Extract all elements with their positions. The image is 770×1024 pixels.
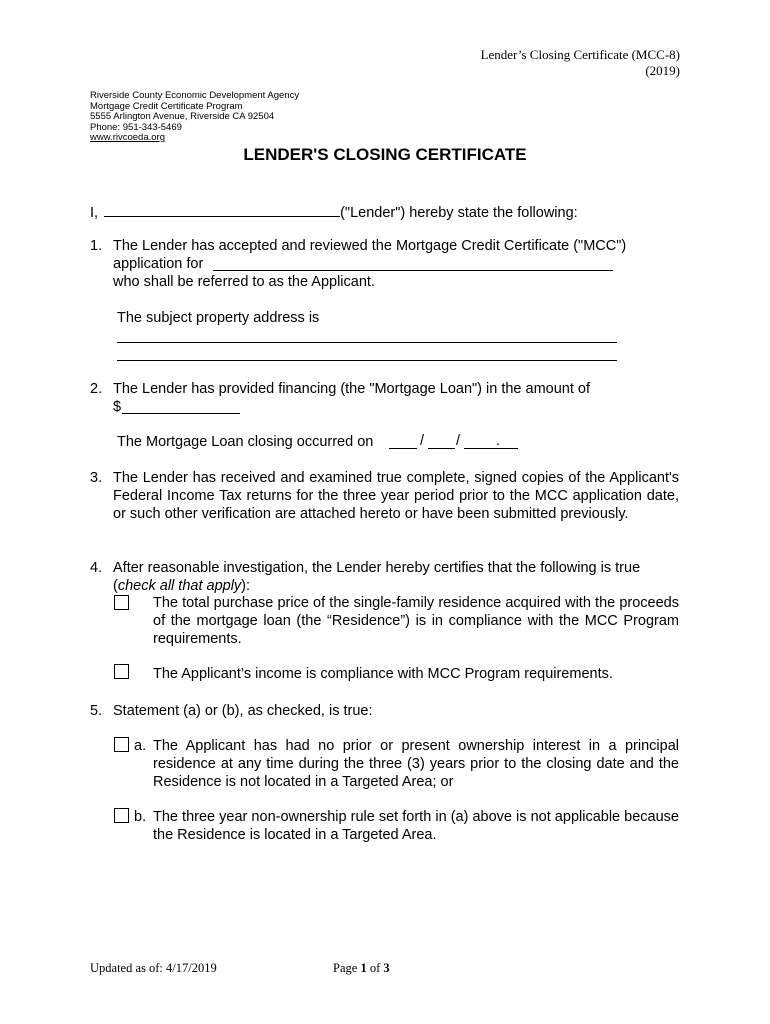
statement-a-label: a.: [134, 738, 147, 754]
statement-a-text: The Applicant has had no prior or present ownership interest in a principal residence at any time during the three (3) years prior to the closing date and the Residence is not located in a Targeted Area; or: [153, 738, 679, 790]
income-compliance-text: The Applicant’s income is compliance with MCC Program requirements.: [153, 666, 613, 682]
closing-date-month[interactable]: [389, 448, 417, 449]
agency-website-link[interactable]: www.rivcoeda.org: [90, 132, 165, 143]
item-2-line1: The Lender has provided financing (the "Mortgage Loan") in the amount of: [113, 381, 591, 397]
check-all-note: check all that apply: [117, 578, 242, 594]
updated-date: Updated as of: 4/17/2019: [90, 961, 217, 975]
form-year: (2019): [645, 63, 680, 78]
loan-amount-dollar: $: [113, 399, 122, 415]
agency-address: 5555 Arlington Avenue, Riverside CA 92504: [90, 111, 275, 122]
page-prefix: Page: [333, 961, 358, 975]
form-id: Lender’s Closing Certificate (MCC-8): [480, 47, 680, 62]
item-1-number: 1.: [90, 238, 103, 254]
item-3-number: 3.: [90, 470, 103, 486]
statement-b-label: b.: [134, 809, 147, 825]
intro-line: [90, 201, 578, 222]
closing-date-label: The Mortgage Loan closing occurred on: [117, 434, 374, 450]
agency-program: Mortgage Credit Certificate Program: [90, 100, 243, 112]
item-4-text: After reasonable investigation, the Lender hereby certifies that the following is true: [113, 560, 641, 576]
item-1-line2: application for: [113, 256, 204, 272]
agency-name: Riverside County Economic Development Agency: [90, 90, 300, 101]
date-dot: .: [496, 433, 501, 449]
intro-prefix: I,: [90, 205, 99, 221]
paren-open: (: [113, 578, 118, 594]
date-separator-2: /: [456, 433, 461, 449]
item-4-check-note: [113, 577, 250, 595]
loan-amount-field[interactable]: [122, 413, 240, 414]
item-3-text: The Lender has received and examined true complete, signed copies of the Applicant's Federal Income Tax returns for the three year period prior to the MCC application date, or such other verification are attached hereto or have been submitted previously.: [113, 470, 679, 522]
page-total: 3: [383, 961, 390, 975]
price-compliance-text: The total purchase price of the single-family residence acquired with the proceeds of the mortgage loan (the “Residence”) is in compliance with the MCC Program requirements.: [153, 595, 679, 647]
closing-date-day[interactable]: [428, 448, 455, 449]
statement-b-text: The three year non-ownership rule set forth in (a) above is not applicable because the Residence is located in a Targeted Area.: [153, 809, 679, 843]
page-title: LENDER'S CLOSING CERTIFICATE: [243, 145, 527, 164]
item-2-number: 2.: [90, 381, 103, 397]
item-1-line1: The Lender has accepted and reviewed the Mortgage Credit Certificate ("MCC"): [113, 238, 627, 254]
income-compliance-checkbox[interactable]: [114, 664, 129, 679]
property-address-label: The subject property address is: [117, 310, 320, 326]
agency-phone: Phone: 951-343-5469: [90, 121, 182, 133]
date-separator-1: /: [420, 433, 425, 449]
price-compliance-checkbox[interactable]: [114, 595, 129, 610]
item-1-line3: who shall be referred to as the Applicant.: [113, 274, 375, 290]
page-current: 1: [360, 961, 367, 975]
property-address-line1[interactable]: [117, 342, 617, 343]
lender-name-field[interactable]: [104, 201, 340, 217]
item-4-number: 4.: [90, 560, 103, 576]
applicant-name-field[interactable]: [213, 270, 613, 271]
page-number: [333, 961, 390, 976]
paren-close: ):: [241, 578, 251, 594]
statement-a-checkbox[interactable]: [114, 737, 129, 752]
statement-b-checkbox[interactable]: [114, 808, 129, 823]
item-5-number: 5.: [90, 703, 103, 719]
intro-suffix: ("Lender") hereby state the following:: [340, 205, 578, 221]
property-address-line2[interactable]: [117, 360, 617, 361]
page-of: of: [369, 961, 381, 975]
closing-date-year[interactable]: [464, 448, 518, 449]
agency-block: [90, 91, 299, 144]
item-5-text: Statement (a) or (b), as checked, is true:: [113, 703, 373, 719]
